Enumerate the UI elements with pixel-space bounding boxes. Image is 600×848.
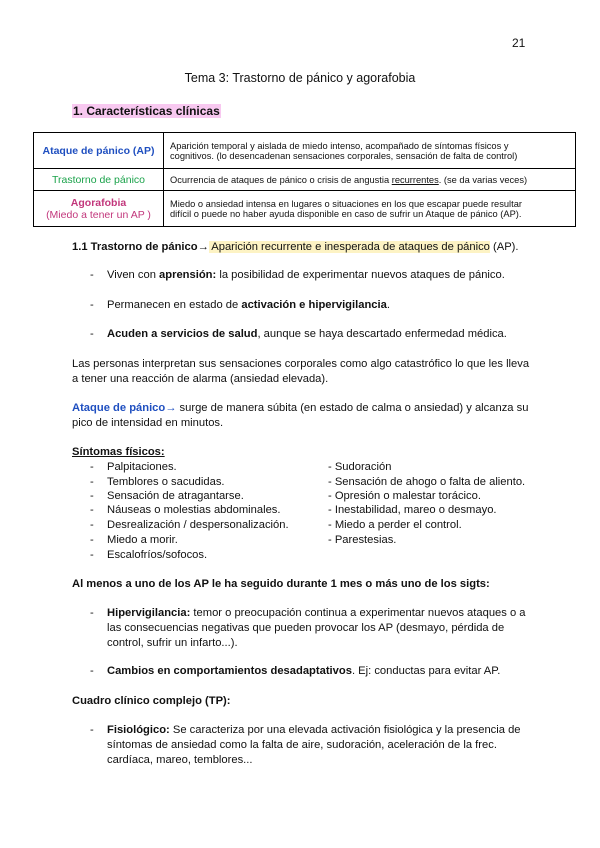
table-desc-agorafobia: Miedo o ansiedad intensa en lugares o situaciones en los que escapar puede resultar difícil o puede no haber ayuda disponible en caso de sufrir un Ataque de pánico (AP). — [164, 191, 576, 227]
list-item: Escalofríos/sofocos. — [107, 549, 208, 561]
table-row — [34, 191, 576, 227]
list-item: Permanecen en estado de activación e hipervigilancia. — [107, 299, 390, 311]
table-row — [34, 169, 576, 191]
bullet-dash: - — [90, 461, 94, 473]
list-item: - Sudoración — [328, 461, 392, 473]
list-item: Desrealización / despersonalización. — [107, 519, 289, 531]
paragraph-ataque: Ataque de pánico→ surge de manera súbita (en estado de calma o ansiedad) y alcanza su pico de intensidad en minutos. — [72, 402, 529, 429]
paragraph-interpretan: Las personas interpretan sus sensaciones corporales como algo catastrófico lo que les lleva a tener una reacción de alarma (ansiedad elevada). — [72, 358, 530, 385]
bullet-dash: - — [90, 534, 94, 546]
table-key-trastorno: Trastorno de pánico — [34, 169, 164, 191]
table-desc-trastorno: Ocurrencia de ataques de pánico o crisis de angustia recurrentes. (se da varias veces) — [164, 169, 576, 191]
table-row — [34, 133, 576, 169]
bullet-dash: - — [90, 299, 94, 311]
bullet-dash: - — [90, 549, 94, 561]
list-item: Náuseas o molestias abdominales. — [107, 504, 281, 516]
list-item: Viven con aprensión: la posibilidad de experimentar nuevos ataques de pánico. — [107, 269, 505, 281]
list-item: - Miedo a perder el control. — [328, 519, 462, 531]
definitions-table — [33, 132, 576, 227]
bullet-dash: - — [90, 665, 94, 677]
almenos-heading: Al menos a uno de los AP le ha seguido durante 1 mes o más uno de los sigts: — [72, 578, 490, 590]
bullet-dash: - — [90, 476, 94, 488]
bullet-dash: - — [90, 519, 94, 531]
list-item: - Sensación de ahogo o falta de aliento. — [328, 476, 526, 488]
sintomas-heading: Síntomas físicos: — [72, 446, 165, 458]
bullet-dash: - — [90, 504, 94, 516]
list-item: Fisiológico: Se caracteriza por una elevada activación fisiológica y la presencia de síntomas de ansiedad como la falta de aire, sudoración, aceleración de la frec. cardíaca, mareo, temblores... — [107, 724, 521, 766]
cuadro-heading: Cuadro clínico complejo (TP): — [72, 695, 231, 707]
table-key-ataque: Ataque de pánico (AP) — [34, 133, 164, 169]
bullet-dash: - — [90, 607, 94, 619]
bullet-dash: - — [90, 269, 94, 281]
page-title: Tema 3: Trastorno de pánico y agorafobia — [184, 71, 416, 85]
list-item: Temblores o sacudidas. — [107, 476, 225, 488]
subsection-1-1: 1.1 Trastorno de pánico→ Aparición recurrente e inesperada de ataques de pánico (AP). — [72, 241, 519, 253]
list-item: - Opresión o malestar torácico. — [328, 490, 481, 502]
table-desc-ataque: Aparición temporal y aislada de miedo intenso, acompañado de síntomas físicos y cognitivos. (lo desencadenan sensaciones corporales, sensación de falta de control) — [164, 133, 576, 169]
list-item: - Inestabilidad, mareo o desmayo. — [328, 504, 497, 516]
bullet-dash: - — [90, 724, 94, 736]
list-item: Sensación de atragantarse. — [107, 490, 244, 502]
list-item: Palpitaciones. — [107, 461, 177, 473]
bullet-dash: - — [90, 328, 94, 340]
section-heading-1: 1. Características clínicas — [73, 104, 220, 118]
list-item: - Parestesias. — [328, 534, 397, 546]
list-item: Miedo a morir. — [107, 534, 178, 546]
table-key-agorafobia: Agorafobia (Miedo a tener un AP ) — [34, 191, 164, 227]
list-item: Acuden a servicios de salud, aunque se haya descartado enfermedad médica. — [107, 328, 507, 340]
bullet-dash: - — [90, 490, 94, 502]
list-item: Hipervigilancia: temor o preocupación continua a experimentar nuevos ataques o a las consecuencias negativas que pueden provocar los AP (desmayo, pérdida de control, sufrir un infarto...). — [107, 607, 526, 649]
page-number: 21 — [512, 36, 526, 50]
list-item: Cambios en comportamientos desadaptativos. Ej: conductas para evitar AP. — [107, 665, 501, 677]
